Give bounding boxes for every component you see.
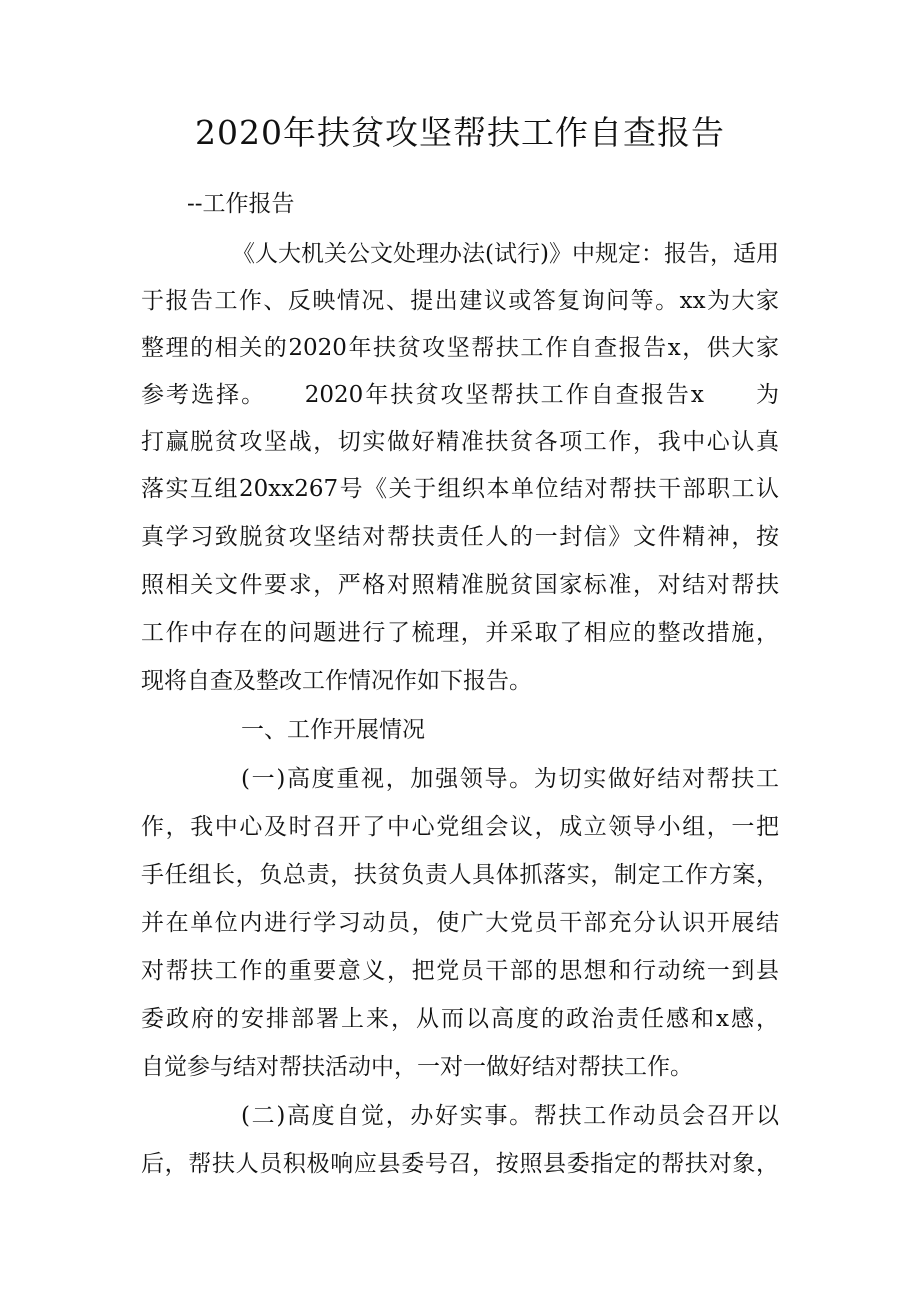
paragraph-line: 后，帮扶人员积极响应县委号召，按照县委指定的帮扶对象， — [141, 1151, 779, 1177]
paragraph-line: 作，我中心及时召开了中心党组会议，成立领导小组，一把 — [141, 814, 779, 840]
paragraph-line: 整理的相关的2020年扶贫攻坚帮扶工作自查报告x，供大家 — [141, 335, 779, 361]
paragraph-line: 参考选择。 2020年扶贫攻坚帮扶工作自查报告x 为 — [141, 382, 779, 408]
paragraph-line: (一)高度重视，加强领导。为切实做好结对帮扶工 — [241, 766, 779, 792]
paragraph-line: 打赢脱贫攻坚战，切实做好精准扶贫各项工作，我中心认真 — [141, 429, 779, 455]
section-heading: 一、工作开展情况 — [241, 717, 425, 743]
paragraph-line: 工作中存在的问题进行了梳理，并采取了相应的整改措施， — [141, 620, 779, 646]
paragraph-line: (二)高度自觉，办好实事。帮扶工作动员会召开以 — [241, 1103, 779, 1129]
paragraph-line: 现将自查及整改工作情况作如下报告。 — [141, 668, 532, 694]
paragraph-line: 对帮扶工作的重要意义，把党员干部的思想和行动统一到县 — [141, 958, 779, 984]
paragraph-line: 照相关文件要求，严格对照精准脱贫国家标准，对结对帮扶 — [141, 572, 779, 598]
paragraph-line: 于报告工作、反映情况、提出建议或答复询问等。xx为大家 — [141, 288, 779, 314]
document-subtitle: --工作报告 — [187, 191, 295, 217]
paragraph-line: 并在单位内进行学习动员，使广大党员干部充分认识开展结 — [141, 910, 779, 936]
paragraph-line: 自觉参与结对帮扶活动中，一对一做好结对帮扶工作。 — [141, 1054, 693, 1080]
paragraph-line: 落实互组20xx267号《关于组织本单位结对帮扶干部职工认 — [141, 476, 779, 502]
paragraph-line: 手任组长，负总责，扶贫负责人具体抓落实，制定工作方案， — [141, 862, 779, 888]
document-title: 2020年扶贫攻坚帮扶工作自查报告 — [195, 113, 725, 152]
paragraph-line: 真学习致脱贫攻坚结对帮扶责任人的一封信》文件精神，按 — [141, 524, 779, 550]
paragraph-line: 委政府的安排部署上来，从而以高度的政治责任感和x感， — [141, 1006, 779, 1032]
paragraph-line: 《人大机关公文处理办法(试行)》中规定：报告，适用 — [232, 241, 779, 267]
